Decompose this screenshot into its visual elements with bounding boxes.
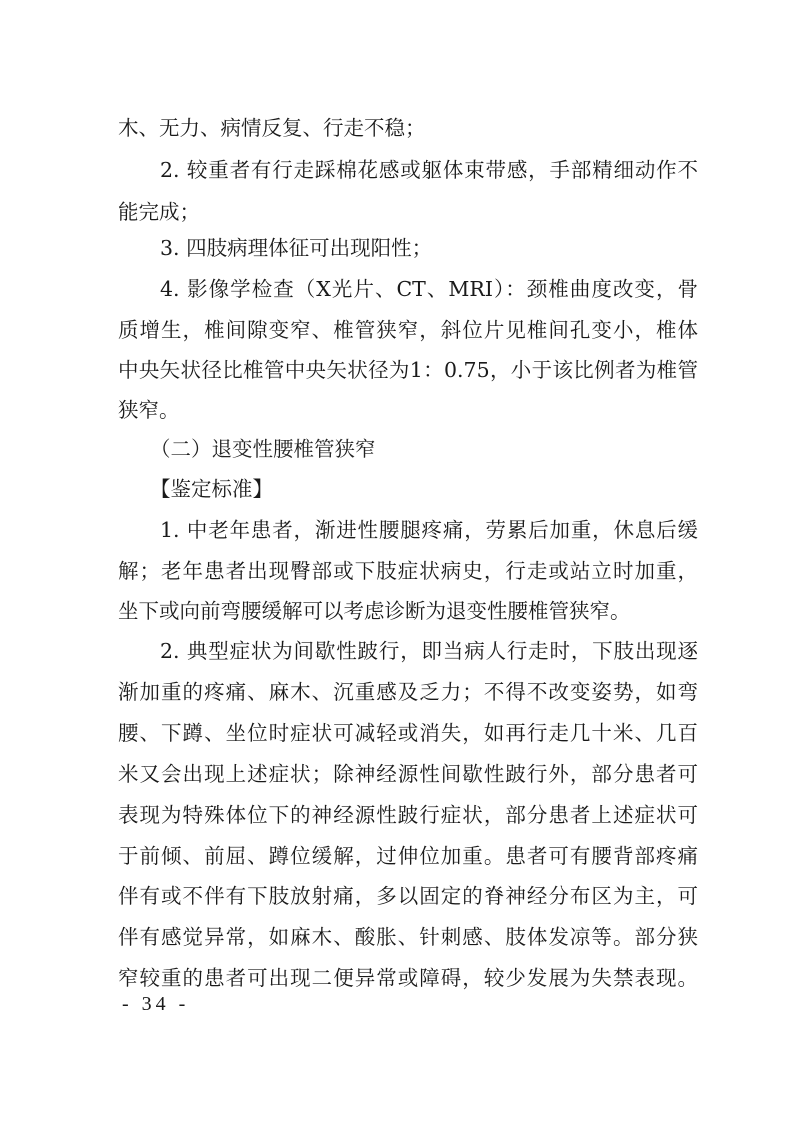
text-line: 渐加重的疼痛、麻木、沉重感及乏力；不得不改变姿势，如弯 (118, 680, 698, 704)
text-line: 伴有感觉异常，如麻木、酸胀、针刺感、肢体发凉等。部分狭 (118, 925, 698, 949)
text-line: 腰、下蹲、坐位时症状可减轻或消失，如再行走几十米、几百 (118, 721, 698, 745)
text-line: 中央矢状径比椎管中央矢状径为1：0.75，小于该比例者为椎管 (118, 358, 698, 382)
text-line: 狭窄。 (118, 398, 180, 422)
text-line: 2. 典型症状为间歇性跛行，即当病人行走时，下肢出现逐 (160, 639, 698, 663)
section-heading: （二）退变性腰椎管狭窄 (150, 437, 376, 461)
text-line: 表现为特殊体位下的神经源性跛行症状，部分患者上述症状可 (118, 803, 698, 827)
text-line: 木、无力、病情反复、行走不稳； (118, 116, 426, 140)
page-number: - 34 - (122, 993, 190, 1015)
text-line: 4. 影像学检查（X光片、CT、MRI）：颈椎曲度改变，骨 (160, 277, 698, 301)
text-line: 解；老年患者出现臀部或下肢症状病史，行走或站立时加重， (118, 559, 698, 583)
text-line: 窄较重的患者可出现二便异常或障碍，较少发展为失禁表现。 (118, 966, 698, 990)
text-line: 能完成； (118, 200, 200, 224)
text-line: 质增生，椎间隙变窄、椎管狭窄，斜位片见椎间孔变小，椎体 (118, 318, 698, 342)
text-line: 1. 中老年患者，渐进性腰腿疼痛，劳累后加重，休息后缓 (160, 518, 698, 542)
text-line: 坐下或向前弯腰缓解可以考虑诊断为退变性腰椎管狭窄。 (118, 599, 631, 623)
text-line: 米又会出现上述症状；除神经源性间歇性跛行外，部分患者可 (118, 762, 698, 786)
text-line: 于前倾、前屈、蹲位缓解，过伸位加重。患者可有腰背部疼痛 (118, 844, 698, 868)
standard-label: 【鉴定标准】 (150, 477, 273, 501)
text-line: 伴有或不伴有下肢放射痛，多以固定的脊神经分布区为主，可 (118, 884, 698, 908)
text-line: 2. 较重者有行走踩棉花感或躯体束带感，手部精细动作不 (160, 158, 698, 182)
text-line: 3. 四肢病理体征可出现阳性； (160, 236, 433, 260)
